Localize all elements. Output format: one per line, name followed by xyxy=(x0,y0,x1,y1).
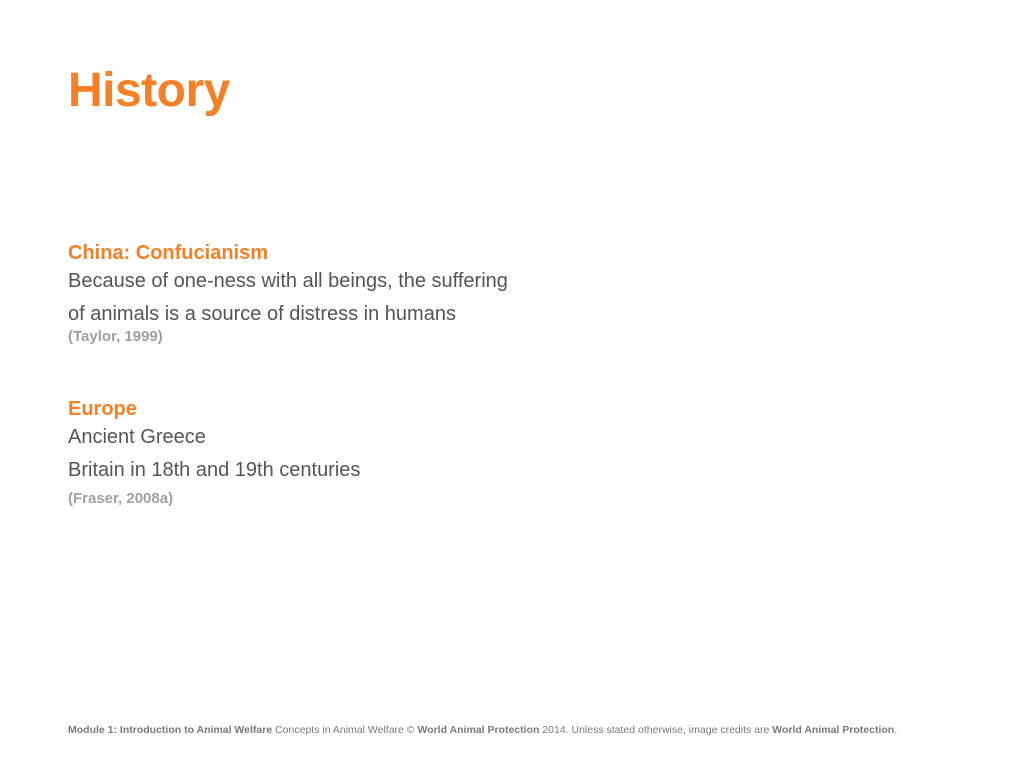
footer-credits: 2014. Unless stated otherwise, image credits are xyxy=(539,724,773,736)
body-line: Ancient Greece xyxy=(68,426,206,448)
body-line: Because of one-ness with all beings, the suffering xyxy=(68,270,508,292)
body-line: Britain in 18th and 19th centuries xyxy=(68,459,361,481)
footer-end: . xyxy=(894,724,898,736)
section-heading: Europe xyxy=(68,398,137,420)
citation: (Taylor, 1999) xyxy=(68,328,163,345)
footer-topic: Concepts in Animal Welfare © xyxy=(272,724,418,736)
footer xyxy=(68,723,897,737)
section-europe xyxy=(68,397,768,509)
section-china-confucianism xyxy=(68,241,768,347)
slide-title: History xyxy=(68,64,230,117)
footer-org-credit: World Animal Protection xyxy=(772,724,895,736)
section-heading: China: Confucianism xyxy=(68,242,269,264)
citation: (Fraser, 2008a) xyxy=(68,490,174,507)
footer-org: World Animal Protection xyxy=(417,724,540,736)
body-line: of animals is a source of distress in humans xyxy=(68,303,456,325)
footer-module: Module 1: Introduction to Animal Welfare xyxy=(68,724,273,736)
